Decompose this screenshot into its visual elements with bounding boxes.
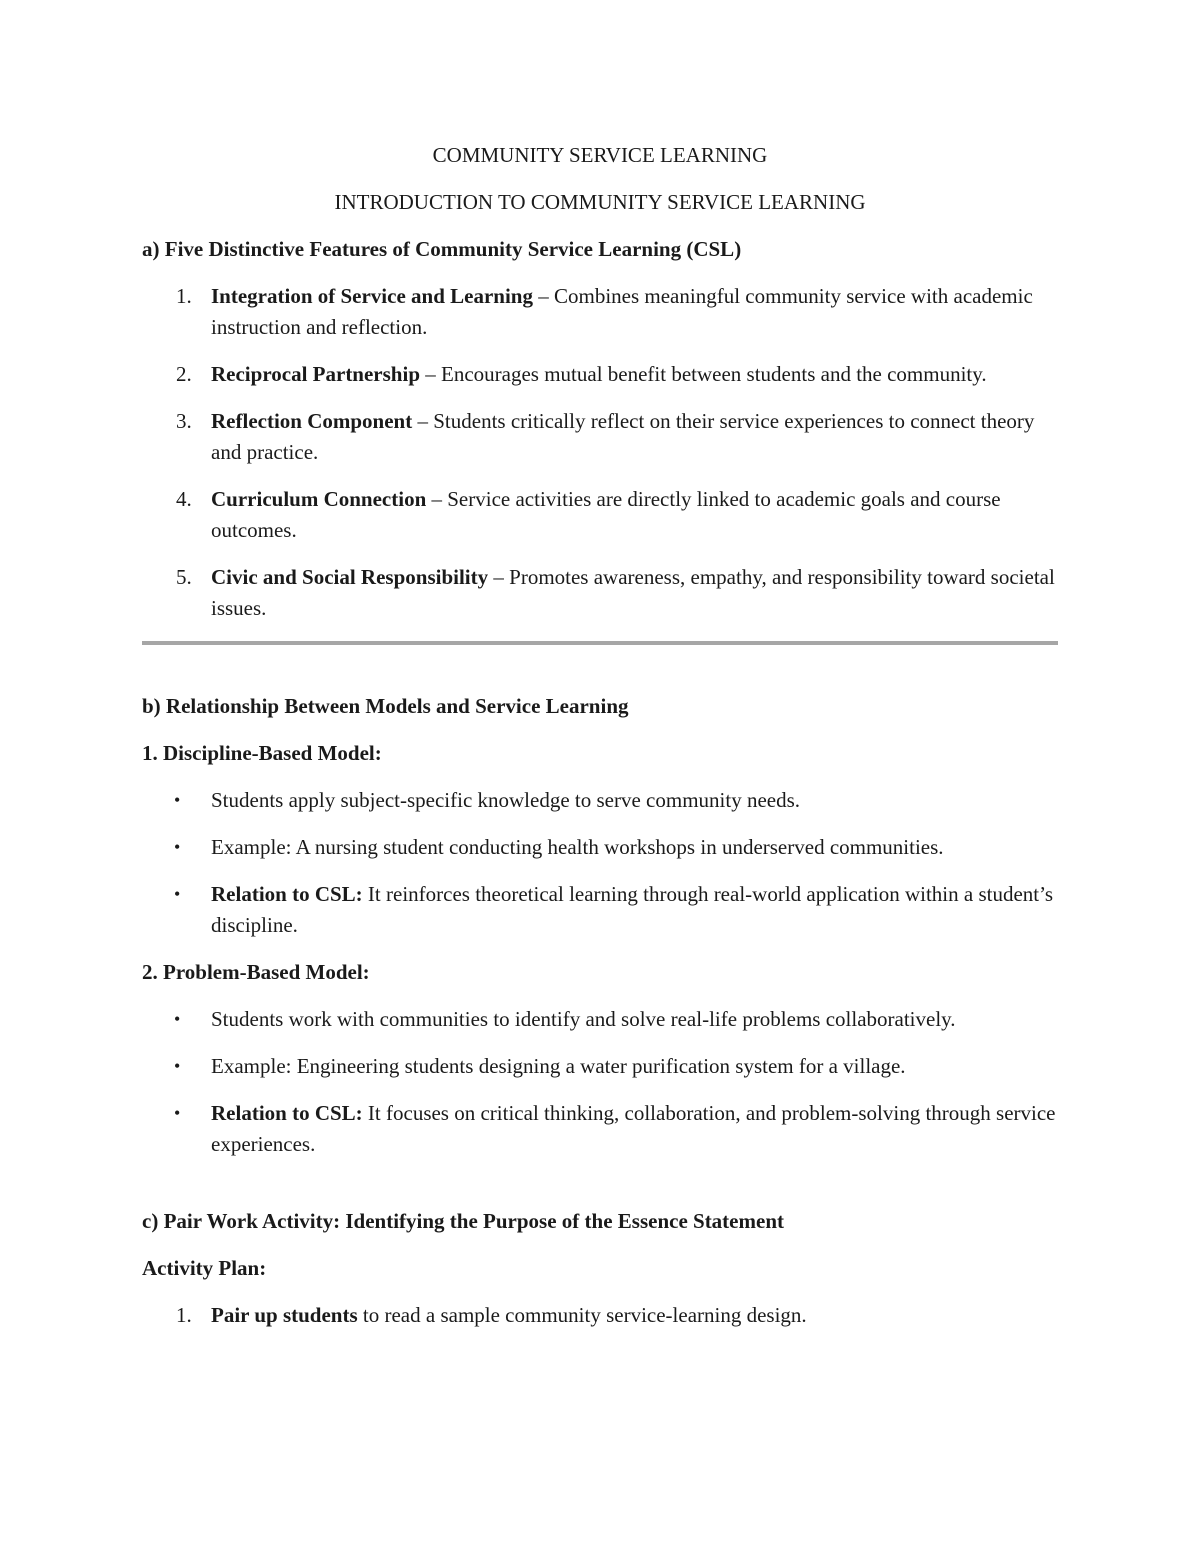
- list-number: 4.: [176, 487, 192, 511]
- feature-term: Reciprocal Partnership: [211, 362, 420, 386]
- document-title: COMMUNITY SERVICE LEARNING: [432, 143, 768, 167]
- bullet-icon: •: [174, 1103, 181, 1123]
- list-item: [142, 281, 1058, 343]
- bullet-text: Students apply subject-specific knowledge to serve community needs.: [211, 788, 801, 812]
- section-c-heading: c) Pair Work Activity: Identifying the Purpose of the Essence Statement: [142, 1209, 784, 1233]
- discipline-model-list: [142, 785, 1058, 941]
- relation-text: It reinforces theoretical learning through real-world application within a student’s discipline.: [211, 882, 1054, 937]
- feature-term: Reflection Component: [211, 409, 413, 433]
- list-number: 1.: [176, 1303, 192, 1327]
- list-item: [142, 359, 1058, 390]
- step-term: Pair up students: [211, 1303, 358, 1327]
- list-item: [142, 879, 1058, 941]
- relation-text: It focuses on critical thinking, collaboration, and problem-solving through service experiences.: [211, 1101, 1056, 1156]
- problem-model-list: [142, 1004, 1058, 1160]
- feature-text: – Service activities are directly linked to academic goals and course outcomes.: [211, 487, 1001, 542]
- feature-term: Civic and Social Responsibility: [211, 565, 489, 589]
- feature-term: Curriculum Connection: [211, 487, 427, 511]
- list-item: [142, 1051, 1058, 1082]
- discipline-model-heading: 1. Discipline-Based Model:: [142, 741, 382, 765]
- list-item: [142, 406, 1058, 468]
- list-item: [142, 562, 1058, 624]
- activity-plan-list: [142, 1300, 1058, 1331]
- document-page: [142, 140, 1058, 1347]
- feature-term: Integration of Service and Learning: [211, 284, 533, 308]
- relation-term: Relation to CSL:: [211, 1101, 363, 1125]
- activity-plan-heading: Activity Plan:: [142, 1256, 267, 1280]
- list-number: 1.: [176, 284, 192, 308]
- feature-text: – Students critically reflect on their service experiences to connect theory and practice.: [211, 409, 1035, 464]
- list-number: 5.: [176, 565, 192, 589]
- feature-text: – Promotes awareness, empathy, and responsibility toward societal issues.: [211, 565, 1055, 620]
- bullet-text: Example: Engineering students designing a water purification system for a village.: [211, 1054, 906, 1078]
- relation-term: Relation to CSL:: [211, 882, 363, 906]
- feature-text: – Encourages mutual benefit between students and the community.: [420, 362, 987, 386]
- bullet-icon: •: [174, 1056, 181, 1076]
- list-number: 3.: [176, 409, 192, 433]
- list-item: [142, 832, 1058, 863]
- problem-model-heading: 2. Problem-Based Model:: [142, 960, 370, 984]
- step-text: to read a sample community service-learning design.: [357, 1303, 807, 1327]
- horizontal-divider: [142, 641, 1058, 645]
- bullet-icon: •: [174, 1009, 181, 1029]
- bullet-icon: •: [174, 790, 181, 810]
- section-b-heading: b) Relationship Between Models and Service Learning: [142, 694, 629, 718]
- list-item: [142, 785, 1058, 816]
- document-subtitle: INTRODUCTION TO COMMUNITY SERVICE LEARNING: [334, 190, 866, 214]
- bullet-icon: •: [174, 884, 181, 904]
- list-item: [142, 1098, 1058, 1160]
- bullet-text: Example: A nursing student conducting health workshops in underserved communities.: [211, 835, 944, 859]
- list-item: [142, 1004, 1058, 1035]
- spacer: [142, 1176, 1058, 1206]
- section-a-heading: a) Five Distinctive Features of Community Service Learning (CSL): [142, 237, 742, 261]
- bullet-text: Students work with communities to identify and solve real-life problems collaboratively.: [211, 1007, 956, 1031]
- list-item: [142, 484, 1058, 546]
- list-item: [142, 1300, 1058, 1331]
- features-list: [142, 281, 1058, 624]
- feature-text: – Combines meaningful community service with academic instruction and reflection.: [211, 284, 1033, 339]
- bullet-icon: •: [174, 837, 181, 857]
- list-number: 2.: [176, 362, 192, 386]
